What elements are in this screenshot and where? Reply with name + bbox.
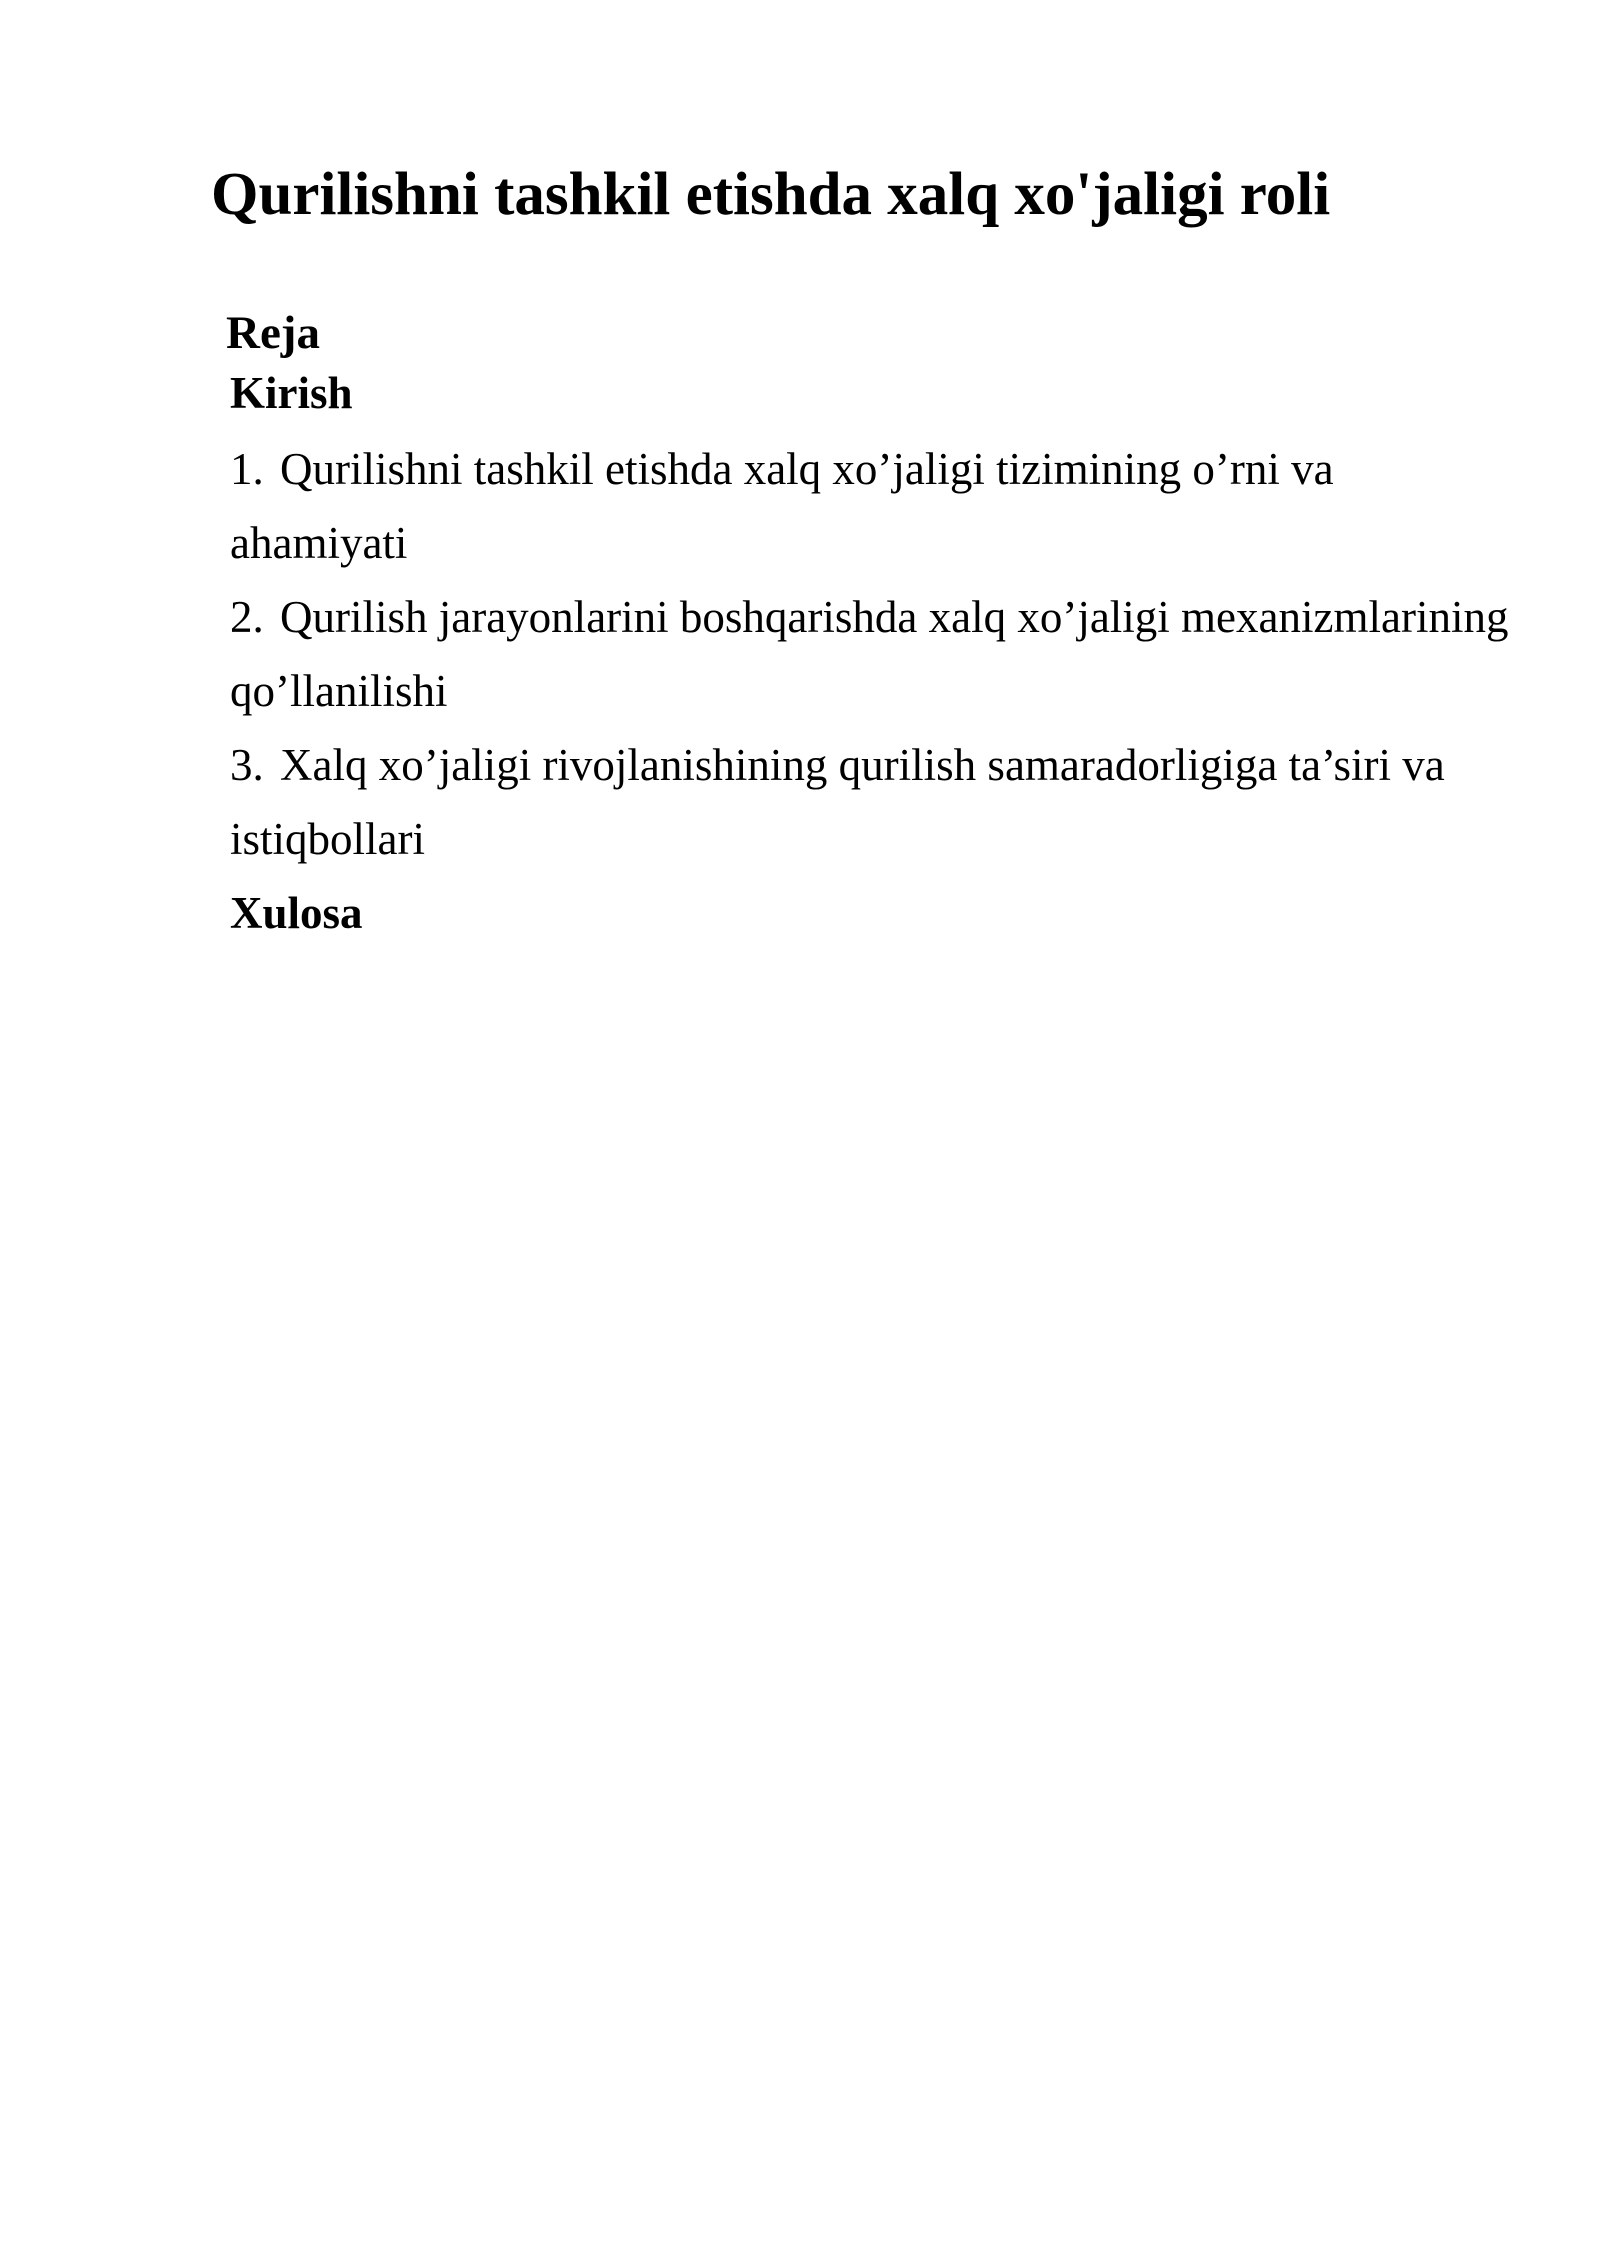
plan-intro-label: Kirish — [230, 368, 353, 418]
plan-item-number: 1. — [230, 444, 264, 494]
plan-item-number: 3. — [230, 740, 264, 790]
plan-list-item — [230, 432, 1510, 580]
plan-conclusion-label: Xulosa — [230, 888, 363, 938]
plan-list-item — [230, 728, 1510, 876]
plan-list-item — [230, 580, 1510, 728]
plan-item-text: Qurilish jarayonlarini boshqarishda xalq xo’jaligi mexanizmlarining qo’llanilishi — [230, 592, 1509, 716]
plan-section — [226, 303, 1509, 950]
plan-heading: Reja — [226, 307, 320, 359]
plan-item-text: Qurilishni tashkil etishda xalq xo’jaligi tizimining o’rni va ahamiyati — [230, 444, 1334, 568]
page-title: Qurilishni tashkil etishda xalq xo'jaligi roli — [211, 161, 1331, 228]
plan-item-text: Xalq xo’jaligi rivojlanishining qurilish samaradorligiga ta’siri va istiqbollari — [230, 740, 1445, 864]
plan-item-number: 2. — [230, 592, 264, 642]
plan-list — [230, 432, 1510, 876]
